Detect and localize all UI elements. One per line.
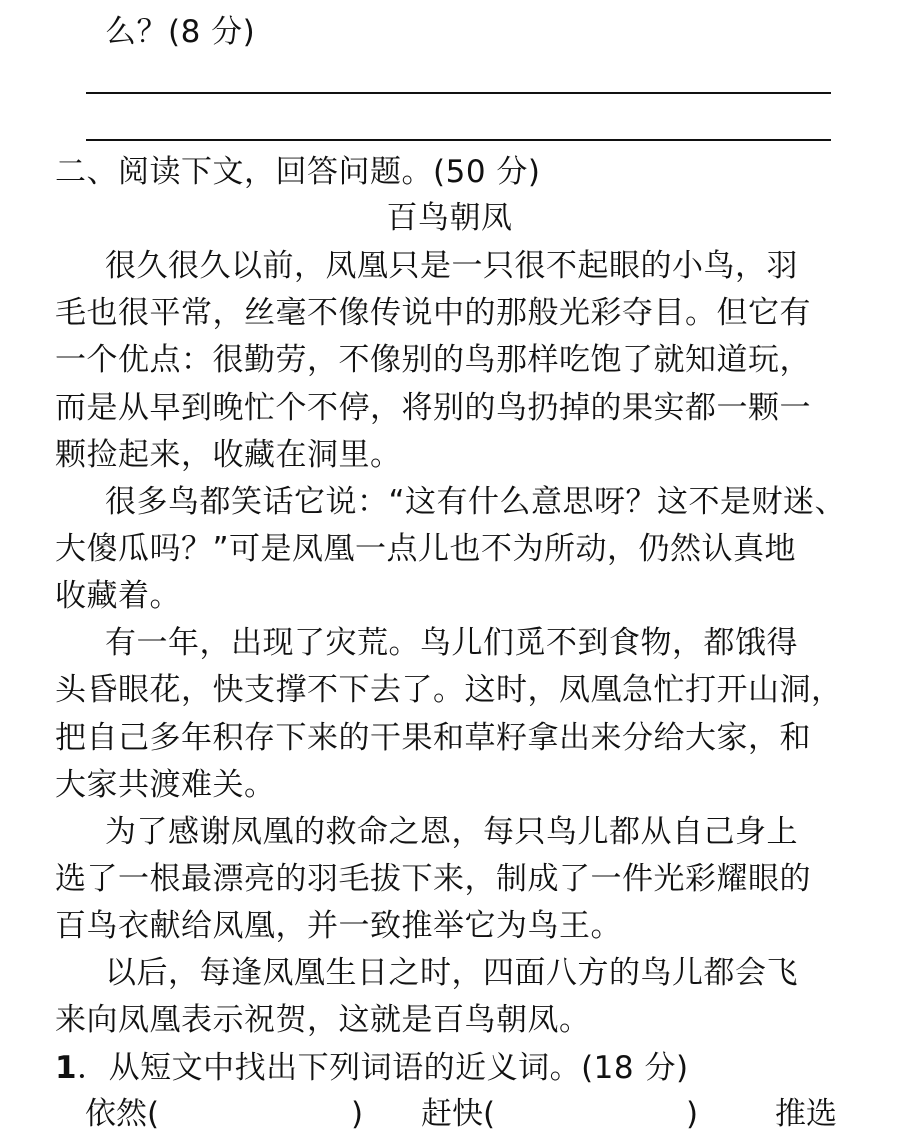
blank-close-2: ): [686, 1096, 699, 1132]
answer-line-2[interactable]: [86, 139, 831, 141]
blank-label-1[interactable]: 依然(: [85, 1096, 160, 1132]
passage-line-10: 头昏眼花，快支撑不下去了。这时，凤凰急忙打开山洞，: [55, 672, 843, 708]
passage-line-4: 而是从早到晚忙个不停，将别的鸟扔掉的果实都一颗一: [55, 390, 811, 426]
passage-line-8: 收藏着。: [55, 578, 181, 614]
blank-close-1: ): [351, 1096, 364, 1132]
question-1-number: 1: [55, 1050, 78, 1086]
passage-line-11: 把自己多年积存下来的干果和草籽拿出来分给大家，和: [55, 720, 811, 756]
blank-label-2[interactable]: 赶快(: [421, 1096, 496, 1132]
passage-line-9: 有一年，出现了灾荒。鸟儿们觅不到食物，都饿得: [105, 625, 798, 661]
blank-label-3[interactable]: 推选: [775, 1096, 837, 1132]
passage-line-2: 毛也很平常，丝毫不像传说中的那般光彩夺目。但它有: [55, 295, 811, 331]
question-1: [55, 1048, 844, 1088]
passage-line-14: 选了一根最漂亮的羽毛拔下来，制成了一件光彩耀眼的: [55, 861, 811, 897]
passage-line-3: 一个优点：很勤劳，不像别的鸟那样吃饱了就知道玩，: [55, 342, 811, 378]
prev-question-tail: 么？(8 分): [105, 14, 256, 50]
passage-line-1: 很久很久以前，凤凰只是一只很不起眼的小鸟，羽: [105, 248, 798, 284]
passage-line-17: 来向凤凰表示祝贺，这就是百鸟朝凤。: [55, 1002, 591, 1038]
passage-line-16: 以后，每逢凤凰生日之时，四面八方的鸟儿都会飞: [105, 955, 798, 991]
question-1-text: ．从短文中找出下列词语的近义词。(18 分): [77, 1050, 689, 1086]
passage-line-6: 很多鸟都笑话它说：“这有什么意思呀？这不是财迷、: [105, 484, 847, 520]
passage-line-15: 百鸟衣献给凤凰，并一致推举它为鸟王。: [55, 908, 622, 944]
passage-line-7: 大傻瓜吗？”可是凤凰一点儿也不为所动，仍然认真地: [55, 531, 797, 567]
passage-title: 百鸟朝凤: [386, 200, 513, 236]
passage-line-13: 为了感谢凤凰的救命之恩，每只鸟儿都从自己身上: [105, 814, 798, 850]
passage-line-5: 颗捡起来，收藏在洞里。: [55, 437, 402, 473]
section-heading: 二、阅读下文，回答问题。(50 分): [55, 154, 541, 190]
answer-line-1[interactable]: [86, 92, 831, 94]
passage-line-12: 大家共渡难关。: [55, 767, 276, 803]
